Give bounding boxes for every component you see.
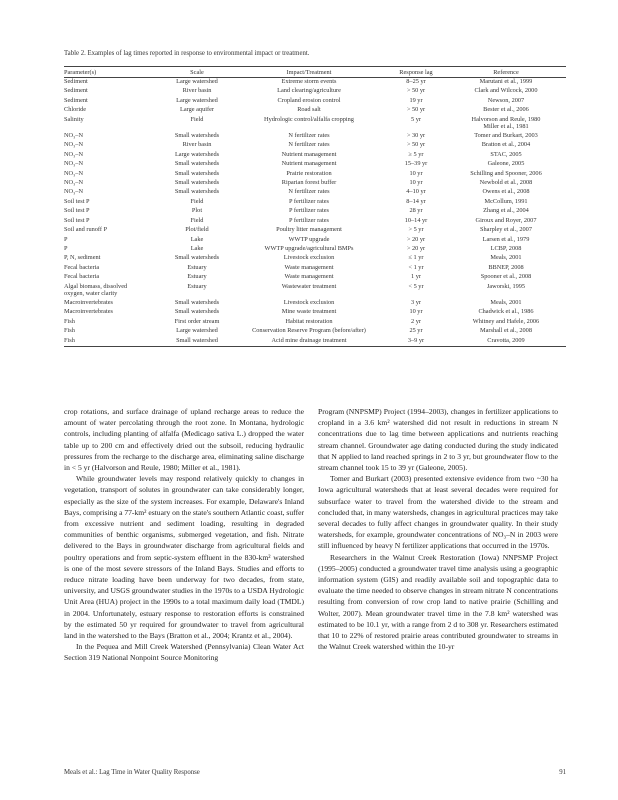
body-paragraph: Tomer and Burkart (2003) presented extensive evidence from two ~30 ha Iowa agricultural watersheds that at least several decades were required for subsurface water to travel from the watershed divide to the stream and concluded that, in many watersheds, changes in agricultural practices may take several decades to fully affect changes in groundwater quality. In their study watersheds, for example, groundwater concentrations of NO₃–N in 2003 were still influenced by heavy N fertilizer applications that occurred in the 1970s. — [318, 474, 558, 551]
table-row — [64, 299, 566, 308]
cell-lag: > 20 yr — [406, 245, 426, 252]
cell-scale: Lake — [190, 245, 204, 252]
cell-scale: First order stream — [174, 317, 220, 325]
cell-impact: Extreme storm events — [281, 78, 337, 85]
cell-reference: Bester et al., 2006 — [483, 106, 529, 114]
cell-impact: P fertilizer rates — [289, 197, 329, 205]
cell-parameter: NO₃–N — [64, 178, 83, 186]
cell-impact: Habitat restoration — [285, 317, 333, 325]
table-row — [64, 308, 566, 317]
table-row — [64, 188, 566, 197]
table-row — [64, 254, 566, 263]
table-body — [64, 78, 566, 347]
cell-lag: 8–25 yr — [406, 78, 426, 85]
cell-scale: Small watersheds — [174, 169, 220, 177]
table-row — [64, 264, 566, 273]
cell-parameter: Salinity — [64, 115, 84, 123]
cell-impact: Acid mine drainage treatment — [271, 336, 347, 344]
cell-reference: Marshall et al., 2008 — [480, 327, 532, 335]
cell-parameter: Macroinvertebrates — [64, 308, 113, 316]
cell-lag: < 5 yr — [408, 282, 424, 290]
cell-scale: Plot/field — [185, 226, 209, 234]
cell-reference: Tomer and Burkart, 2003 — [474, 131, 538, 139]
cell-parameter: P, N, sediment — [64, 254, 101, 262]
table-row — [64, 87, 566, 96]
cell-lag: 1 yr — [411, 273, 421, 281]
cell-parameter: Fish — [64, 327, 75, 335]
column-header-lag: Response lag — [386, 67, 446, 78]
cell-parameter: Soil and runoff P — [64, 226, 108, 234]
cell-scale: Small watersheds — [174, 188, 220, 196]
cell-lag: 2 yr — [411, 317, 421, 325]
cell-reference: Galeone, 2005 — [487, 160, 525, 168]
cell-scale: Small watersheds — [174, 308, 220, 316]
body-paragraph: In the Pequea and Mill Creek Watershed (Pennsylvania) Clean Water Act Section 319 National Nonpoint Source Monitoring — [64, 642, 304, 663]
column-header-reference: Reference — [446, 67, 566, 78]
page-number: 91 — [559, 769, 566, 776]
cell-scale: Estuary — [187, 263, 207, 271]
cell-scale: Large watershed — [176, 78, 218, 85]
cell-parameter: Fecal bacteria — [64, 263, 100, 271]
cell-impact: Nutrient management — [281, 160, 337, 168]
cell-reference: Newbold et al., 2008 — [479, 178, 533, 186]
table-row — [64, 273, 566, 282]
cell-reference: Clark and Wilcock, 2000 — [474, 87, 538, 95]
cell-scale: Small watersheds — [174, 131, 220, 139]
cell-parameter: Soil test P — [64, 207, 90, 215]
column-header-parameters: Parameter(s) — [64, 67, 162, 78]
cell-lag: ≤ 1 yr — [408, 254, 424, 262]
cell-parameter: Algal biomass, dissolved oxygen, water clarity — [64, 282, 128, 298]
cell-parameter: Soil test P — [64, 197, 90, 205]
cell-impact: N fertilizer rates — [288, 141, 330, 149]
cell-parameter: Fish — [64, 336, 75, 344]
column-header-scale: Scale — [162, 67, 232, 78]
cell-reference: LCBP, 2008 — [490, 245, 522, 252]
cell-impact: Land clearing/agriculture — [277, 87, 341, 95]
cell-lag: 10 yr — [409, 308, 423, 316]
cell-scale: Field — [190, 197, 204, 205]
running-title: Meals et al.: Lag Time in Water Quality Response — [64, 769, 200, 776]
table-row — [64, 337, 566, 347]
cell-lag: 10 yr — [409, 169, 423, 177]
table-row — [64, 170, 566, 179]
table-row — [64, 236, 566, 245]
table-row — [64, 217, 566, 226]
cell-parameter: P — [64, 235, 68, 243]
cell-parameter: NO₃–N — [64, 150, 83, 158]
cell-reference: Chadwick et al., 1986 — [478, 308, 534, 316]
cell-reference: Whitney and Hafele, 2006 — [472, 317, 540, 325]
cell-parameter: Fish — [64, 317, 75, 325]
cell-scale: Small watersheds — [174, 160, 220, 168]
cell-impact: P fertilizer rates — [289, 216, 329, 224]
cell-impact: Mine waste treatment — [281, 308, 337, 316]
table-row — [64, 327, 566, 336]
cell-reference: Meals, 2001 — [490, 298, 522, 306]
cell-reference: Meals, 2001 — [490, 254, 522, 262]
cell-reference: Schilling and Spooner, 2006 — [470, 169, 542, 177]
cell-scale: Large aquifer — [180, 106, 214, 114]
cell-lag: 3–9 yr — [407, 336, 425, 344]
cell-scale: Field — [190, 115, 204, 123]
cell-lag: > 30 yr — [406, 131, 426, 139]
cell-reference: Sharpley et al., 2007 — [480, 226, 532, 234]
cell-scale: Large watersheds — [174, 150, 220, 158]
cell-lag: 15–39 yr — [404, 160, 428, 168]
cell-reference: Cravotta, 2009 — [487, 336, 525, 344]
table-row — [64, 318, 566, 327]
cell-parameter: NO₃–N — [64, 141, 83, 149]
cell-scale: River basin — [182, 141, 212, 149]
cell-lag: > 50 yr — [406, 87, 426, 95]
cell-parameter: NO₃–N — [64, 169, 83, 177]
cell-lag: > 50 yr — [406, 106, 426, 114]
cell-parameter: Sediment — [64, 96, 88, 104]
cell-parameter: NO₃–N — [64, 188, 83, 196]
table-caption: Table 2. Examples of lag times reported in response to environmental impact or treatment. — [64, 50, 310, 57]
cell-scale: Plot — [191, 207, 203, 215]
cell-lag: 5 yr — [411, 115, 421, 123]
cell-reference: Zhang et al., 2004 — [483, 207, 529, 215]
cell-reference: Bratton et al., 2004 — [481, 141, 531, 149]
cell-lag: 19 yr — [409, 96, 423, 104]
cell-parameter: Fecal bacteria — [64, 273, 100, 281]
cell-scale: Estuary — [187, 282, 207, 290]
cell-impact: N fertilizer rates — [288, 188, 330, 196]
cell-impact: Prairie restoration — [286, 169, 332, 177]
cell-impact: Wastewater treatment — [281, 282, 337, 290]
cell-reference: Giroux and Royer, 2007 — [475, 216, 537, 224]
cell-impact: Riparian forest buffer — [281, 178, 337, 186]
cell-scale: Lake — [190, 235, 204, 243]
cell-impact: Waste management — [284, 273, 334, 281]
cell-scale: Large watershed — [176, 327, 218, 335]
cell-impact: Livestock exclusion — [283, 254, 335, 262]
cell-scale: Large watershed — [176, 96, 218, 104]
table-row — [64, 160, 566, 169]
cell-lag: 25 yr — [409, 327, 423, 335]
cell-scale: Small watershed — [176, 336, 218, 344]
cell-lag: < 1 yr — [408, 263, 424, 271]
cell-impact: N fertilizer rates — [288, 131, 330, 139]
table-row — [64, 151, 566, 160]
table-row — [64, 198, 566, 207]
table-row — [64, 141, 566, 150]
cell-parameter: Sediment — [64, 78, 88, 85]
body-paragraph: crop rotations, and surface drainage of upland recharge areas to reduce the amount of water percolating through the root zone. In Montana, hydrologic controls, including planting of alfalfa (Medicago sativa L.) dropped the water table up to 200 cm and effectively dried out the subsoil, reducing hydraulic pressures from the recharge to the discharge area, eliminating saline discharge in < 5 yr (Halvorson and Reule, 1980; Miller et al., 1981). — [64, 407, 304, 473]
cell-lag: > 50 yr — [406, 141, 426, 149]
cell-lag: 10–14 yr — [404, 216, 428, 224]
cell-reference: Owens et al., 2008 — [482, 188, 530, 196]
cell-scale: Estuary — [187, 273, 207, 281]
cell-impact: Hydrologic control/alfalfa cropping — [264, 115, 354, 123]
cell-reference: STAC, 2005 — [490, 150, 522, 158]
cell-parameter: NO₃–N — [64, 131, 83, 139]
cell-lag: 10 yr — [409, 178, 423, 186]
cell-scale: Small watersheds — [174, 298, 220, 306]
cell-impact: Poultry litter management — [276, 226, 342, 234]
left-text-column — [64, 406, 304, 664]
table-row — [64, 78, 566, 88]
cell-scale: River basin — [182, 87, 212, 95]
cell-lag: 3 yr — [411, 298, 421, 306]
cell-reference: BBNEP, 2008 — [488, 263, 524, 271]
cell-reference: Larsen et al., 1979 — [482, 235, 530, 243]
cell-impact: WWTP upgrade — [288, 235, 330, 243]
cell-scale: Small watersheds — [174, 254, 220, 262]
cell-parameter: Chloride — [64, 106, 87, 114]
table-row — [64, 97, 566, 106]
cell-reference: Halvorson and Reule, 1980 Miller et al., 1981 — [471, 115, 541, 131]
cell-impact: Livestock exclusion — [283, 298, 335, 306]
table-row — [64, 116, 566, 132]
table-row — [64, 106, 566, 115]
lag-time-table — [64, 66, 566, 347]
cell-lag: 28 yr — [409, 207, 423, 215]
cell-impact: Waste management — [284, 263, 334, 271]
cell-lag: ≥ 5 yr — [408, 150, 424, 158]
cell-scale: Field — [190, 216, 204, 224]
table-row — [64, 207, 566, 216]
table-row — [64, 179, 566, 188]
cell-impact: Road salt — [297, 106, 321, 114]
column-header-impact: Impact/Treatment — [232, 67, 386, 78]
cell-parameter: Macroinvertebrates — [64, 298, 113, 306]
cell-parameter: P — [64, 245, 68, 252]
table-row — [64, 245, 566, 254]
cell-reference: Jaworski, 1995 — [486, 282, 526, 290]
cell-lag: 4–10 yr — [406, 188, 426, 196]
cell-lag: 8–14 yr — [406, 197, 426, 205]
cell-reference: Marutani et al., 1999 — [479, 78, 533, 85]
table-row — [64, 283, 566, 299]
cell-impact: P fertilizer rates — [289, 207, 329, 215]
cell-reference: Spooner et al., 2008 — [480, 273, 532, 281]
cell-parameter: Sediment — [64, 87, 88, 95]
cell-lag: > 20 yr — [406, 235, 426, 243]
right-text-column — [318, 406, 558, 652]
cell-parameter: NO₃–N — [64, 160, 83, 168]
table-row — [64, 226, 566, 235]
cell-impact: WWTP upgrade/agricultural BMPs — [264, 245, 354, 252]
cell-scale: Small watersheds — [174, 178, 220, 186]
body-paragraph: Program (NNPSMP) Project (1994–2003), changes in fertilizer applications to cropland in a 3.6 km² watershed did not result in reductions in stream N concentrations due to lag time between applications and nutrients reaching stream channel. Groundwater age dating conducted during the study indicated that N applied to land reached springs in 2 to 3 yr, but groundwater flow to the stream channel took 15 to 39 yr (Galeone, 2005). — [318, 407, 558, 473]
cell-reference: McCollum, 1991 — [484, 197, 528, 205]
table-header-row — [64, 67, 566, 78]
cell-impact: Cropland erosion control — [277, 96, 341, 104]
body-paragraph: Researchers in the Walnut Creek Restoration (Iowa) NNPSMP Project (1995–2005) conducted a groundwater travel time analysis using a geographic information system (GIS) and readily available soil and topographic data to evaluate the time needed to observe changes in stream nitrate N concentrations resulting from conversion of row crop land to native prairie (Schilling and Wolter, 2007). Mean groundwater travel time in the 7.8 km² watershed was estimated to be 10.1 yr, with a range from 2 d to 308 yr. Researchers estimated that 10 to 22% of restored prairie areas contributed groundwater to streams in the Walnut Creek watershed within the 10-yr — [318, 552, 558, 652]
cell-reference: Newson, 2007 — [487, 96, 525, 104]
cell-parameter: Soil test P — [64, 216, 90, 224]
cell-impact: Nutrient management — [281, 150, 337, 158]
cell-impact: Conservation Reserve Program (before/after) — [252, 327, 366, 335]
table-row — [64, 132, 566, 141]
cell-lag: > 5 yr — [408, 226, 424, 234]
body-paragraph: While groundwater levels may respond relatively quickly to changes in vegetation, transport of solutes in groundwater can take considerably longer, especially as the size of the system increases. For example, Delaware's Inland Bays, comprising a 77-km² estuary on the state's southern Atlantic coast, suffer from excessive nutrient and sediment loading, resulting in degraded communities of benthic organisms, submerged vegetation, and fish. Nitrate delivered to the Bays in groundwater discharge from agricultural fields and poultry operations and from septic-system effluent in the 830-km² watershed is one of the most severe stressors of the Inland Bays. Studies and efforts to reduce nitrate loading have been underway for two decades, from state, university, and USGS groundwater studies in the 1970s to a USDA Hydrologic Unit Area (HUA) project in the 1990s to a total maximum daily load (TMDL) in 2004. Unfortunately, estuary response to restoration efforts is constrained by the estimated 50 yr required for groundwater to travel from agricultural land in the watershed to the Bays (Bratton et al., 2004; Krantz et al., 2004). — [64, 474, 304, 641]
